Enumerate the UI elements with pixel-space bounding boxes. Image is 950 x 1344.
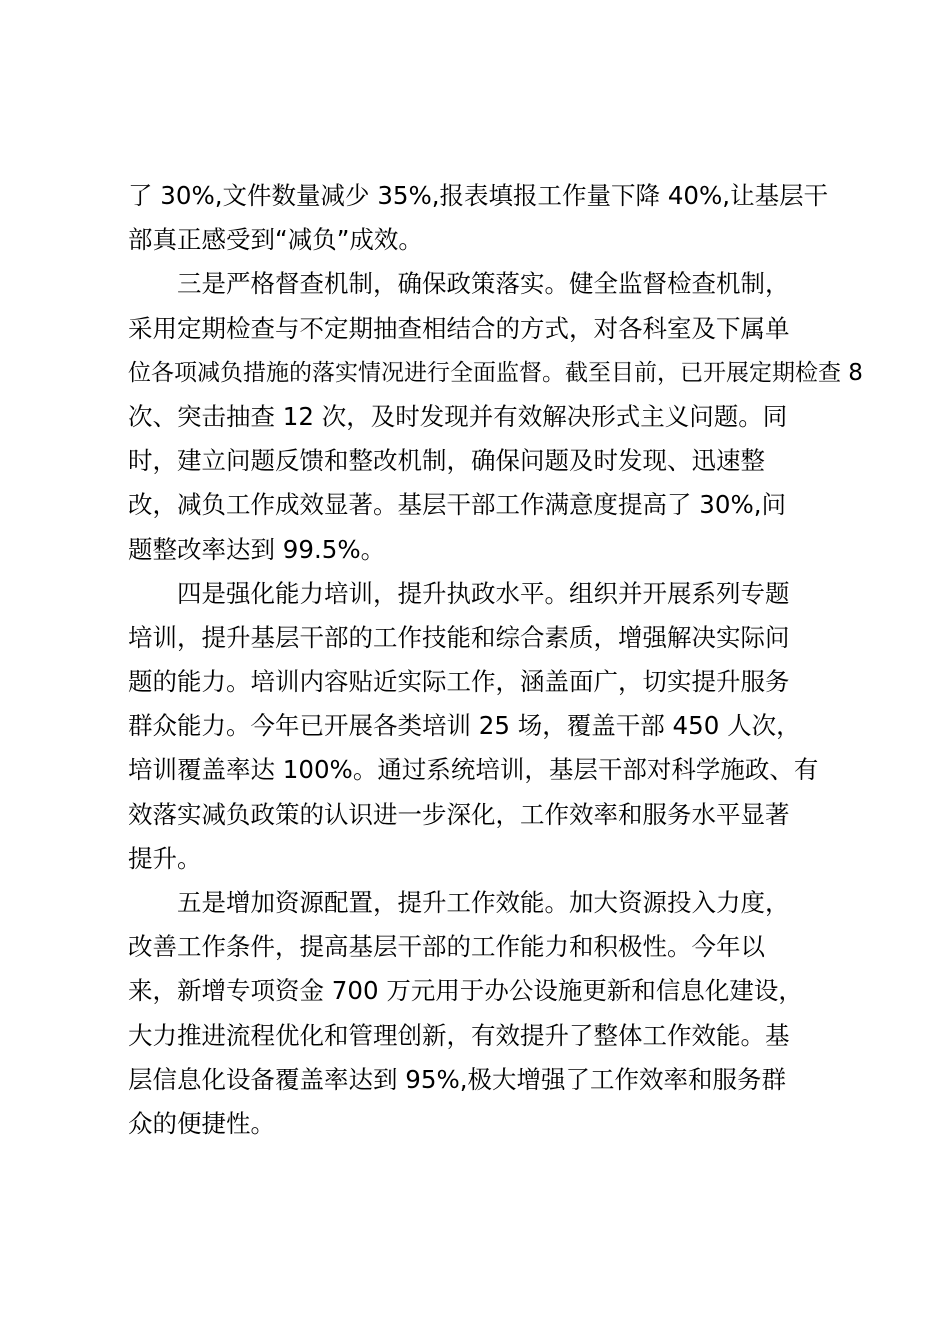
paragraph-start-line: 四是强化能力培训，提升执政水平。组织并开展系列专题 <box>177 578 790 608</box>
text-line: 培训覆盖率达 100%。通过系统培训，基层干部对科学施政、有 <box>128 755 819 785</box>
text-line: 众的便捷性。 <box>128 1108 275 1138</box>
text-line: 层信息化设备覆盖率达到 95%,极大增强了工作效率和服务群 <box>128 1064 787 1094</box>
text-line: 题的能力。培训内容贴近实际工作，涵盖面广，切实提升服务 <box>128 667 790 697</box>
text-line: 提升。 <box>128 843 202 873</box>
text-line: 大力推进流程优化和管理创新，有效提升了整体工作效能。基 <box>128 1020 790 1050</box>
text-line: 培训，提升基层干部的工作技能和综合素质，增强解决实际问 <box>128 622 790 652</box>
paragraph-start-line: 五是增加资源配置，提升工作效能。加大资源投入力度， <box>177 888 790 917</box>
document-body <box>128 174 863 1146</box>
text-line: 次、突击抽查 12 次，及时发现并有效解决形式主义问题。同 <box>128 401 788 431</box>
text-line: 题整改率达到 99.5%。 <box>128 534 386 564</box>
text-line: 来，新增专项资金 700 万元用于办公设施更新和信息化建设， <box>128 976 803 1006</box>
paragraph-start-line: 三是严格督查机制，确保政策落实。健全监督检查机制， <box>177 269 790 299</box>
text-line: 了 30%,文件数量减少 35%,报表填报工作量下降 40%,让基层干 <box>128 181 829 210</box>
text-line: 时，建立问题反馈和整改机制，确保问题及时发现、迅速整 <box>128 446 765 476</box>
text-line: 改，减负工作成效显著。基层干部工作满意度提高了 30%,问 <box>128 490 787 520</box>
text-line: 位各项减负措施的落实情况进行全面监督。截至目前，已开展定期检查 8 <box>128 359 863 386</box>
text-line: 改善工作条件，提高基层干部的工作能力和积极性。今年以 <box>128 932 765 962</box>
text-line: 部真正感受到“减负”成效。 <box>128 225 423 255</box>
text-line: 群众能力。今年已开展各类培训 25 场，覆盖干部 450 人次， <box>128 711 801 741</box>
text-line: 采用定期检查与不定期抽查相结合的方式，对各科室及下属单 <box>128 313 790 343</box>
text-line: 效落实减负政策的认识进一步深化，工作效率和服务水平显著 <box>128 799 790 829</box>
